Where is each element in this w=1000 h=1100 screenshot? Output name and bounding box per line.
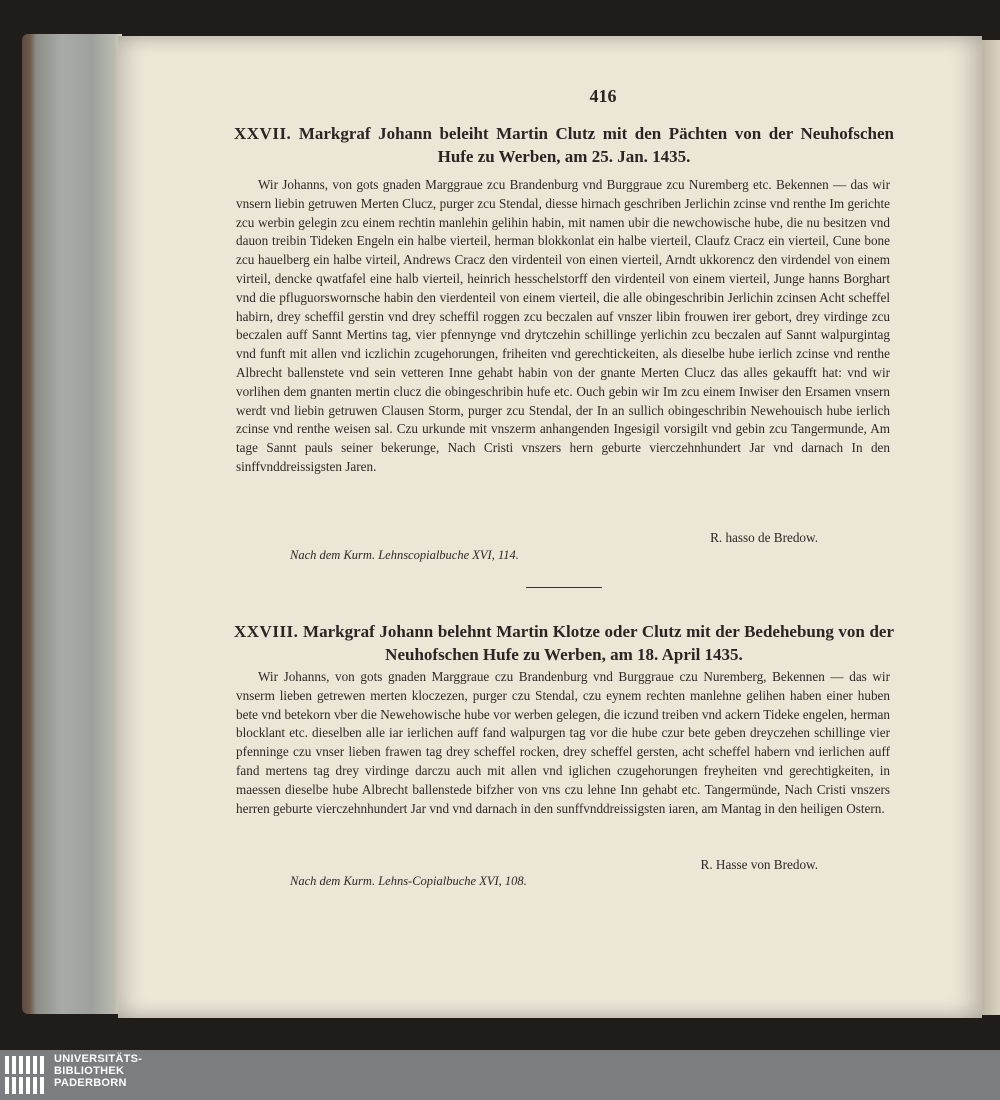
entry-heading-xxviii <box>234 620 894 666</box>
logo-line: UNIVERSITÄTS- <box>54 1053 143 1065</box>
section-divider <box>526 587 602 588</box>
logo-line: PADERBORN <box>54 1077 127 1089</box>
entry-body-text: Wir Johanns, von gots gnaden Marggraue czu Brandenburg vnd Burggraue czu Nuremberg, Bekennen — das wir vnserm lieben getrewen merten kloczezen, purger czu Stendal, czu eynem rechten manlehne gelihen haben einer huben bete vnd betekorn vber die Newehowische hube vor werben gelegen, die iczund treiben vnd ackern Tideke engelen, herman blocklant etc. dieselben alle iar ierlichen auff fand walpurgen tag vor die hube czur bete geben dreyczehen schillinge vier pfenninge czu vnser lieben frawen tag drey scheffel rocken, drey scheffel gersten, acht scheffel habern vnd ierlichen auff fand mertens tag drey virdinge darczu auch mit allen vnd iglichen czugehorungen freyheiten vnd gerechtigkeiten, in maessen dieselbe hube Albrecht ballenstede bifzher von vns czu lehne Inn gehabt etc. Tangermünde, Nach Cristi vnszers herren geburte vierczehnhundert Jar vnd vnd darnach in den sunffvnddreissigsten iaren, am Mantag in den heiligen Ostern. <box>236 669 890 816</box>
book-page <box>118 36 982 1018</box>
library-footer-bar <box>0 1050 1000 1100</box>
book-page-edges <box>22 34 122 1014</box>
entry-numeral: XXVIII. <box>234 622 299 641</box>
entry-signature: R. Hasse von Bredow. <box>700 857 818 872</box>
logo-line: BIBLIOTHEK <box>54 1065 125 1077</box>
entry-signature: R. hasso de Bredow. <box>710 530 818 545</box>
entry-body-text: Wir Johanns, von gots gnaden Marggraue zcu Brandenburg vnd Burggraue zcu Nuremberg etc. Bekennen — das wir vnsern liebin getruwen Merten Clucz, purger zcu Stendal, diesse hirnach geschriben Jerlichin zcinse vnd renthe Im gerichte zcu werbin gelegin zcu einem rechtin manlehin gelihin habin, mit namen ubir die newchowische hube, die nu besitzen vnd dauon treibin Tideken Engeln ein halbe vierteil, herman blokkonlat ein halbe vierteil, Claufz Cracz ein vierteil, Cune bone zcu hauelberg ein halbe virteil, Andrews Cracz den virdenteil von einen vierteil, Arndt ukkorencz den virdendel von einem virteil, dencke qwatfafel eine halb vierteil, heinrich hesschelstorff den virdenteil von einem vierteil, Junge hanns Borghart vnd die pfluguorswornsche habin den vierdenteil von einem vierteil, die alle obingeschribin Jerlichin zcinsen Acht scheffel habirn, drey scheffil gerstin vnd drey scheffil roggen zcu beczalen auf vnszer libin frouwen irer gebort, drey virdinge zcu beczalen auff Sannt Mertins tag, vier pfennynge vnd drytczehin schillinge yerlichin zcu beczalen auf Sannt walpurgintag vnd funft mit allen vnd iczlichin zcugehorungen, friheiten vnd gerechtickeiten, als dieselbe hube ierlich zcinse vnd renthe Albrecht ballenstete vnd sein vetteren Inne gehabt habin von der gnante Merten Clucz das alles gekaufft hat: vnd wir vorlihen dem gnanten mertin clucz die obingeschribin hufe etc. Ouch gebin wir Im zcu einem Inwiser den Ersamen vnsern werdt vnd liebin getruwen Clausen Storm, purger zcu Stendal, der In an sullich obingeschribin Newehouisch hube ierlich zcinse vnd renthe weisen sal. Czu urkunde mit vnszerm anhangenden Ingesigil vorsigilt vnd gebin zcu Tangermunde, Am tage Sannt pauls seiner bekerunge, Nach Cristi vnszers hern geburte vierczehnhundert Jar vnd darnach In den sinffvnddreissigsten Jaren. <box>236 177 890 474</box>
entry-source-note: Nach dem Kurm. Lehnscopialbuche XVI, 114. <box>290 548 519 562</box>
entry-heading-xxvii <box>234 122 894 168</box>
entry-numeral: XXVII. <box>234 124 292 143</box>
facing-page-edge <box>982 40 1000 1015</box>
library-logo-icon <box>2 1052 48 1098</box>
library-logo-text <box>54 1053 142 1089</box>
page-number: 416 <box>589 86 617 106</box>
entry-source-note: Nach dem Kurm. Lehns-Copialbuche XVI, 108. <box>290 874 527 888</box>
entry-title: Markgraf Johann belehnt Martin Klotze oder Clutz mit der Bedehebung von der Neuhofschen Hufe zu Werben, am 18. April 1435. <box>303 622 895 664</box>
entry-title: Markgraf Johann beleiht Martin Clutz mit den Pächten von der Neuhofschen Hufe zu Werben, am 25. Jan. 1435. <box>298 124 895 166</box>
